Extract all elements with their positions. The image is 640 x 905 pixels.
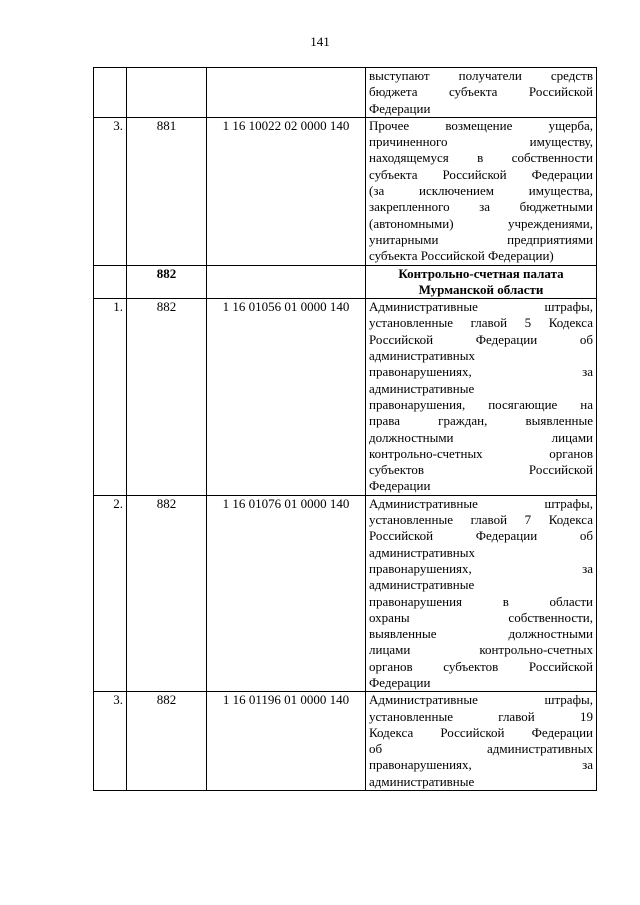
- administrator-code: 882: [127, 495, 207, 692]
- administrator-code: 882: [127, 299, 207, 496]
- description-line: выступают получатели средств: [369, 68, 593, 83]
- budget-classification-code: 1 16 01056 01 0000 140: [207, 299, 366, 496]
- description-line: правонарушения, посягающие на: [369, 396, 593, 412]
- description-line: (автономными) учреждениями,: [369, 215, 593, 231]
- description-line: административные: [369, 773, 475, 789]
- income-description: [366, 495, 597, 692]
- description-line: Российской Федерации об: [369, 331, 593, 347]
- table-row-organization: [94, 265, 597, 299]
- description-line: органов субъектов Российской: [369, 658, 593, 674]
- description-line: выявленные должностными: [369, 626, 593, 642]
- description-line: Кодекса Российской Федерации: [369, 724, 593, 740]
- income-description: [366, 68, 597, 118]
- description-line: об административных: [369, 741, 593, 757]
- row-number: 2.: [94, 495, 127, 692]
- description-line: причиненного имуществу,: [369, 134, 593, 150]
- administrator-code: 882: [127, 692, 207, 791]
- revenue-codes-table: [93, 67, 597, 791]
- table-body: [94, 68, 597, 791]
- budget-classification-code: [207, 68, 366, 118]
- description-line: правонарушения в области: [369, 593, 593, 609]
- row-number: [94, 68, 127, 118]
- description-line: субъекта Российской Федерации): [369, 248, 554, 264]
- budget-classification-code: 1 16 01076 01 0000 140: [207, 495, 366, 692]
- row-number: [94, 265, 127, 299]
- budget-classification-code: [207, 265, 366, 299]
- description-line: (за исключением имущества,: [369, 183, 593, 199]
- description-line: правонарушениях, за: [369, 560, 593, 576]
- description-line: лицами контрольно-счетных: [369, 642, 593, 658]
- table-row: [94, 495, 597, 692]
- table-row: [94, 117, 597, 265]
- description-line: права граждан, выявленные: [369, 413, 593, 429]
- income-description: [366, 692, 597, 791]
- description-line: Прочее возмещение ущерба,: [369, 117, 593, 133]
- row-number: 3.: [94, 117, 127, 265]
- description-line: административные: [369, 577, 475, 593]
- income-description: [366, 117, 597, 265]
- description-line: Контрольно-счетная палата: [398, 265, 564, 281]
- description-line: унитарными предприятиями: [369, 231, 593, 247]
- description-line: правонарушениях, за: [369, 757, 593, 773]
- description-line: установленные главой 5 Кодекса: [369, 315, 593, 331]
- table-row: [94, 299, 597, 496]
- description-line: Административные штрафы,: [369, 299, 593, 315]
- description-line: установленные главой 7 Кодекса: [369, 512, 593, 528]
- administrator-code: 882: [127, 265, 207, 299]
- description-line: административных: [369, 544, 475, 560]
- row-number: 1.: [94, 299, 127, 496]
- description-line: правонарушениях, за: [369, 364, 593, 380]
- description-line: охраны собственности,: [369, 609, 593, 625]
- description-line: закрепленного за бюджетными: [369, 199, 593, 215]
- description-line: Мурманской области: [418, 281, 544, 297]
- description-line: Федерации: [369, 674, 431, 690]
- description-line: административных: [369, 348, 475, 364]
- description-line: Российской Федерации об: [369, 528, 593, 544]
- description-line: установленные главой 19: [369, 708, 593, 724]
- budget-classification-code: 1 16 01196 01 0000 140: [207, 692, 366, 791]
- description-line: бюджета субъекта Российской: [369, 84, 593, 100]
- description-line: субъекта Российской Федерации: [369, 166, 593, 182]
- description-line: Федерации: [369, 100, 431, 116]
- description-line: Федерации: [369, 478, 431, 494]
- table-row: [94, 68, 597, 118]
- description-line: Административные штрафы,: [369, 495, 593, 511]
- income-description: [366, 299, 597, 496]
- description-line: контрольно-счетных органов: [369, 445, 593, 461]
- description-line: административные: [369, 380, 475, 396]
- description-line: Административные штрафы,: [369, 692, 593, 708]
- row-number: 3.: [94, 692, 127, 791]
- description-line: находящемуся в собственности: [369, 150, 593, 166]
- table-row: [94, 692, 597, 791]
- page-number: 141: [310, 34, 330, 49]
- description-line: должностными лицами: [369, 429, 593, 445]
- income-description: [366, 265, 597, 299]
- budget-classification-code: 1 16 10022 02 0000 140: [207, 117, 366, 265]
- description-line: субъектов Российской: [369, 462, 593, 478]
- administrator-code: 881: [127, 117, 207, 265]
- administrator-code: [127, 68, 207, 118]
